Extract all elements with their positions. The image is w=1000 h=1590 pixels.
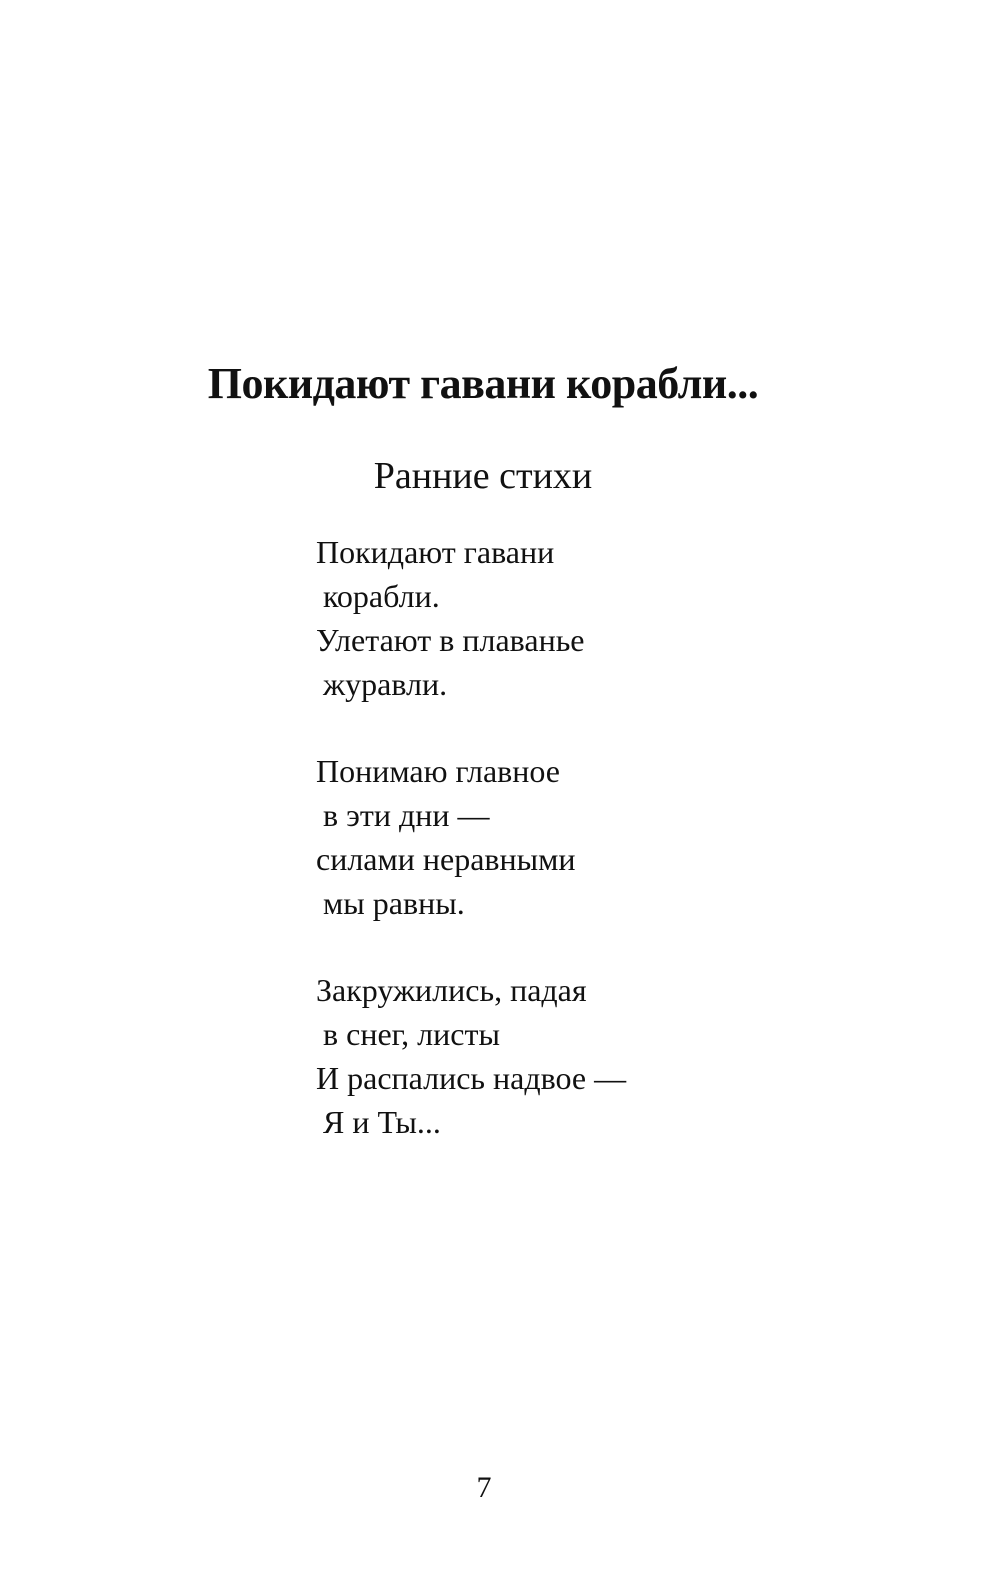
poem-line: И распались надвое — xyxy=(316,1060,627,1096)
poem-line: журавли. xyxy=(323,666,448,702)
page-number: 7 xyxy=(476,1471,492,1504)
poem-line: в эти дни — xyxy=(323,797,490,833)
poem-line: корабли. xyxy=(323,578,440,614)
stanza-2 xyxy=(316,749,876,925)
poem-line: Покидают гавани xyxy=(316,534,555,570)
poem-title: Покидают гавани корабли... xyxy=(207,359,759,408)
stanza-1 xyxy=(316,530,876,706)
poem-line: в снег, листы xyxy=(323,1016,500,1052)
poem-line: Улетают в плаванье xyxy=(316,622,585,658)
poem-line: силами неравными xyxy=(316,841,576,877)
section-subtitle: Ранние стихи xyxy=(373,455,593,497)
poem-line: мы равны. xyxy=(323,885,465,921)
poem-line: Закружились, падая xyxy=(316,972,587,1008)
poem-line: Понимаю главное xyxy=(316,753,560,789)
poem-line: Я и Ты... xyxy=(323,1104,441,1140)
stanza-3 xyxy=(316,968,876,1144)
poem-body xyxy=(316,530,876,1187)
